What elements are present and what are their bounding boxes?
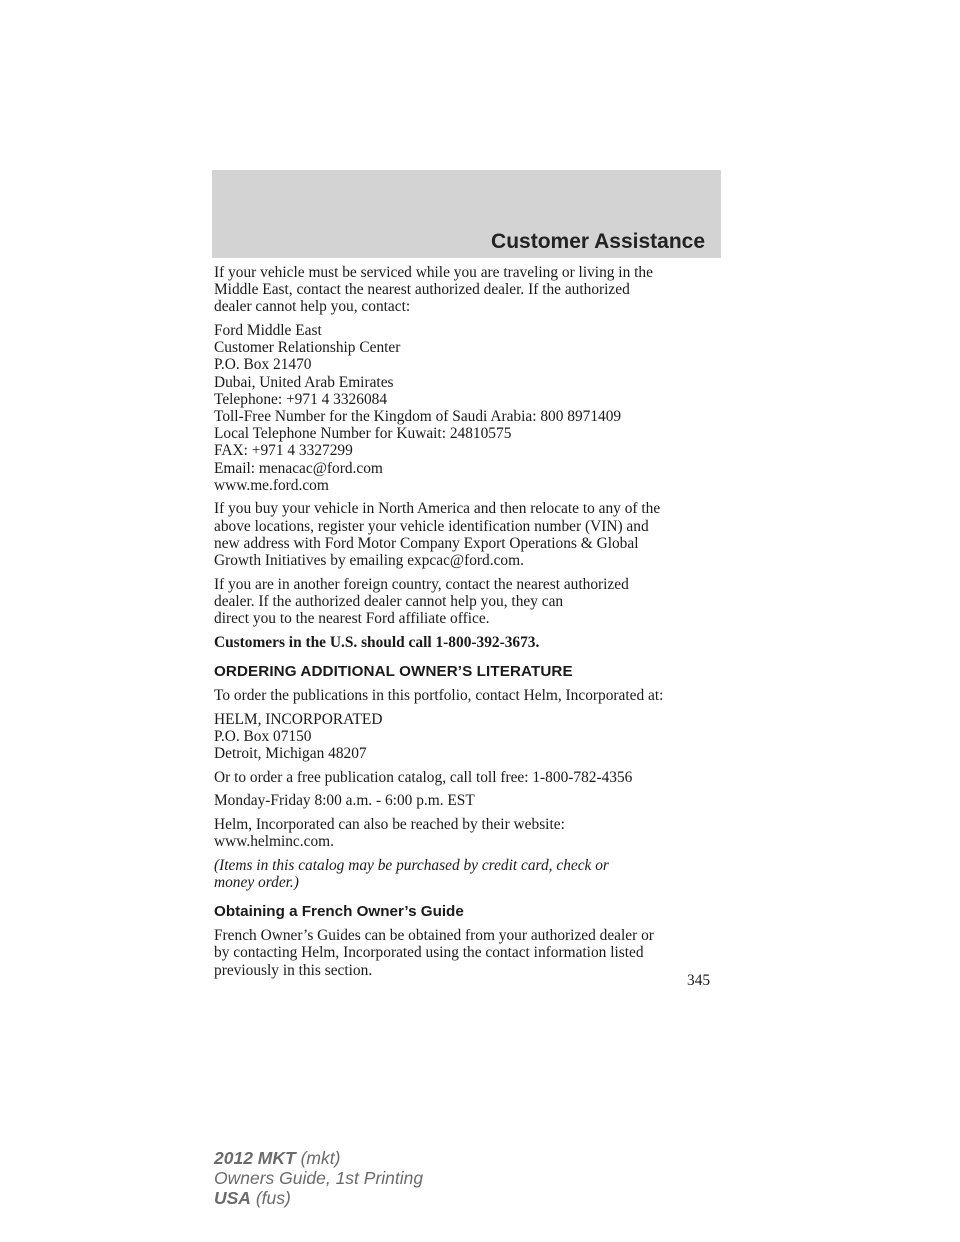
footer-model-code: (mkt) — [300, 1148, 341, 1168]
catalog-phone: Or to order a free publication catalog, call toll free: 1-800-782-4356 — [214, 768, 633, 786]
ordering-intro: To order the publications in this portfolio, contact Helm, Incorporated at: — [214, 687, 664, 705]
text-line: www.helminc.com. — [214, 833, 334, 851]
address-line: Email: menacac@ford.com — [214, 459, 383, 477]
address-line: HELM, INCORPORATED — [214, 710, 383, 728]
text-line: Middle East, contact the nearest authorized dealer. If the authorized — [214, 281, 630, 299]
address-line: Detroit, Michigan 48207 — [214, 745, 367, 763]
address-line: Dubai, United Arab Emirates — [214, 373, 394, 391]
page-content — [214, 264, 722, 985]
address-line: FAX: +971 4 3327299 — [214, 442, 353, 460]
text-line: by contacting Helm, Incorporated using the contact information listed — [214, 944, 644, 962]
print-footer — [214, 1148, 423, 1208]
section-header-band — [212, 170, 721, 258]
text-line: If your vehicle must be serviced while you are traveling or living in the — [214, 264, 653, 281]
address-line: P.O. Box 07150 — [214, 727, 312, 745]
text-line: Helm, Incorporated can also be reached by their website: — [214, 815, 565, 833]
address-line: www.me.ford.com — [214, 476, 329, 494]
text-line: direct you to the nearest Ford affiliate office. — [214, 610, 490, 628]
text-line: previously in this section. — [214, 961, 373, 979]
address-line: Toll-Free Number for the Kingdom of Saudi Arabia: 800 8971409 — [214, 408, 622, 426]
relocate-paragraph — [214, 500, 722, 569]
text-line: money order.) — [214, 873, 299, 891]
ford-middle-east-address — [214, 322, 722, 494]
office-hours: Monday-Friday 8:00 a.m. - 6:00 p.m. EST — [214, 792, 475, 810]
address-line: Telephone: +971 4 3326084 — [214, 390, 388, 408]
helm-website — [214, 816, 722, 850]
address-line: Ford Middle East — [214, 322, 322, 339]
text-line: If you buy your vehicle in North America and then relocate to any of the — [214, 500, 661, 518]
helm-address — [214, 711, 722, 763]
footer-line-model — [214, 1148, 423, 1168]
text-line: (Items in this catalog may be purchased by credit card, check or — [214, 856, 609, 874]
address-line: P.O. Box 21470 — [214, 356, 312, 374]
text-line: dealer cannot help you, contact: — [214, 298, 411, 316]
footer-line-market — [214, 1188, 423, 1208]
text-line: dealer. If the authorized dealer cannot help you, they can — [214, 592, 564, 610]
french-guide-paragraph — [214, 927, 722, 979]
intro-paragraph — [214, 264, 722, 316]
address-line: Customer Relationship Center — [214, 339, 401, 357]
text-line: new address with Ford Motor Company Export Operations & Global — [214, 534, 639, 552]
payment-note — [214, 857, 722, 891]
section-title: Customer Assistance — [491, 230, 705, 253]
ordering-heading: ORDERING ADDITIONAL OWNER’S LITERATURE — [214, 662, 573, 680]
text-line: Growth Initiatives by emailing expcac@ford.com. — [214, 552, 524, 570]
footer-market: USA — [214, 1188, 251, 1208]
text-line: If you are in another foreign country, contact the nearest authorized — [214, 575, 629, 593]
footer-market-code: (fus) — [255, 1188, 291, 1208]
address-line: Local Telephone Number for Kuwait: 24810575 — [214, 425, 512, 443]
french-guide-heading: Obtaining a French Owner’s Guide — [214, 903, 464, 921]
foreign-country-paragraph — [214, 576, 722, 628]
us-call-notice: Customers in the U.S. should call 1-800-392-3673. — [214, 633, 540, 651]
footer-model-year: 2012 MKT — [214, 1148, 296, 1168]
page-number: 345 — [687, 972, 711, 989]
footer-line-edition: Owners Guide, 1st Printing — [214, 1168, 424, 1188]
text-line: above locations, register your vehicle identification number (VIN) and — [214, 517, 649, 535]
text-line: French Owner’s Guides can be obtained from your authorized dealer or — [214, 927, 654, 945]
